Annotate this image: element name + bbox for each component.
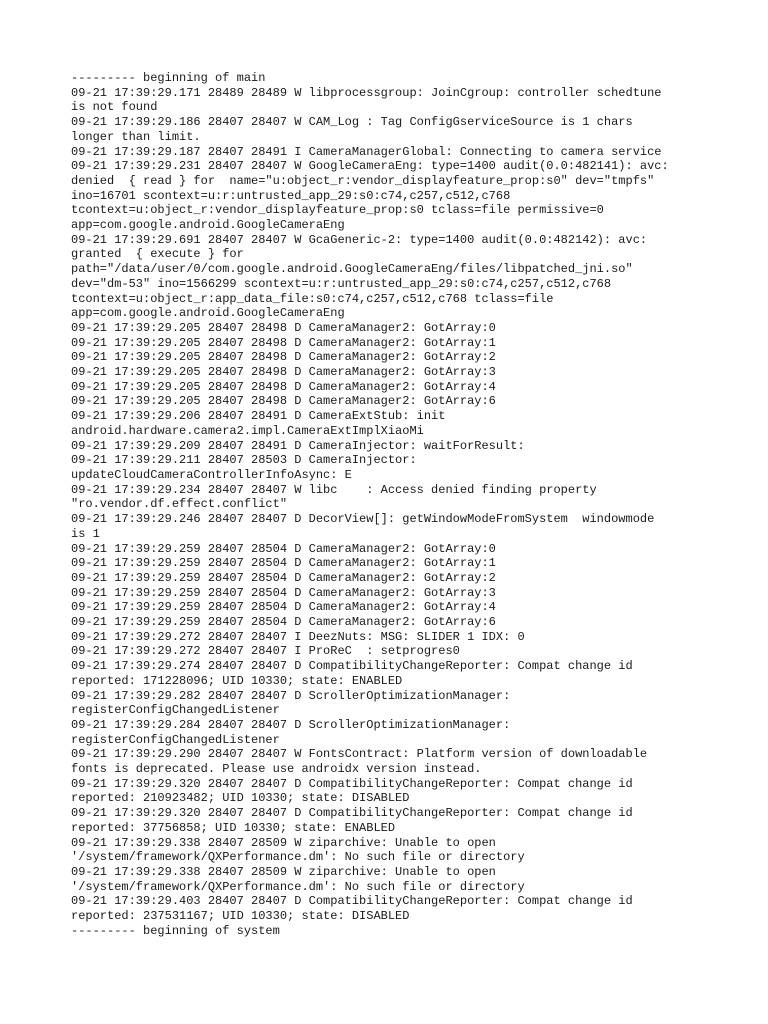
log-line: denied { read } for name="u:object_r:vendor_displayfeature_prop:s0" dev="tmpfs" (71, 173, 655, 188)
log-line: 09-21 17:39:29.320 28407 28407 D CompatibilityChangeReporter: Compat change id (71, 806, 633, 821)
log-line: registerConfigChangedListener (71, 703, 280, 718)
log-line: reported: 37756858; UID 10330; state: ENABLED (71, 820, 396, 835)
log-line: tcontext=u:object_r:app_data_file:s0:c74,c257,c512,c768 tclass=file (71, 291, 554, 306)
log-line: '/system/framework/QXPerformance.dm': No such file or directory (71, 850, 525, 865)
log-line: 09-21 17:39:29.187 28407 28491 I CameraManagerGlobal: Connecting to camera service (71, 144, 662, 159)
log-line: 09-21 17:39:29.403 28407 28407 D CompatibilityChangeReporter: Compat change id (71, 894, 633, 909)
log-line: 09-21 17:39:29.259 28407 28504 D CameraManager2: GotArray:1 (71, 556, 496, 571)
log-line: 09-21 17:39:29.234 28407 28407 W libc : Access denied finding property (71, 482, 597, 497)
log-line: 09-21 17:39:29.186 28407 28407 W CAM_Log : Tag ConfigGserviceSource is 1 chars (71, 115, 633, 130)
log-line: dev="dm-53" ino=1566299 scontext=u:r:untrusted_app_29:s0:c74,c257,c512,c768 (71, 276, 612, 291)
log-line: is 1 (71, 526, 100, 541)
log-line: 09-21 17:39:29.338 28407 28509 W ziparchive: Unable to open (71, 835, 496, 850)
log-line: 09-21 17:39:29.206 28407 28491 D CameraExtStub: init (71, 409, 446, 424)
log-line: 09-21 17:39:29.338 28407 28509 W ziparchive: Unable to open (71, 864, 496, 879)
log-line: tcontext=u:object_r:vendor_displayfeature_prop:s0 tclass=file permissive=0 (71, 203, 604, 218)
log-line: 09-21 17:39:29.259 28407 28504 D CameraManager2: GotArray:0 (71, 541, 496, 556)
log-line: 09-21 17:39:29.272 28407 28407 I DeezNuts: MSG: SLIDER 1 IDX: 0 (71, 629, 525, 644)
log-line: 09-21 17:39:29.272 28407 28407 I ProReC : setprogres0 (71, 644, 460, 659)
log-line: 09-21 17:39:29.259 28407 28504 D CameraManager2: GotArray:6 (71, 615, 496, 630)
log-line: granted { execute } for (71, 247, 244, 262)
log-line: reported: 171228096; UID 10330; state: ENABLED (71, 673, 403, 688)
log-line: reported: 237531167; UID 10330; state: DISABLED (71, 909, 410, 924)
log-line: updateCloudCameraControllerInfoAsync: E (71, 467, 352, 482)
log-line: 09-21 17:39:29.320 28407 28407 D CompatibilityChangeReporter: Compat change id (71, 776, 633, 791)
log-line: 09-21 17:39:29.259 28407 28504 D CameraManager2: GotArray:2 (71, 570, 496, 585)
log-line: 09-21 17:39:29.691 28407 28407 W GcaGeneric-2: type=1400 audit(0.0:482142): avc: (71, 232, 648, 247)
log-line: 09-21 17:39:29.259 28407 28504 D CameraManager2: GotArray:4 (71, 600, 496, 615)
log-line: registerConfigChangedListener (71, 732, 280, 747)
log-line: android.hardware.camera2.impl.CameraExtImplXiaoMi (71, 423, 424, 438)
log-line: "ro.vendor.df.effect.conflict" (71, 497, 288, 512)
log-line: 09-21 17:39:29.246 28407 28407 D DecorView[]: getWindowModeFromSystem windowmode (71, 512, 655, 527)
log-line: longer than limit. (71, 129, 201, 144)
log-line: --------- beginning of main (71, 71, 266, 85)
log-document (71, 71, 701, 938)
log-line: 09-21 17:39:29.209 28407 28491 D CameraInjector: waitForResult: (71, 438, 525, 453)
log-line: ino=16701 scontext=u:r:untrusted_app_29:s0:c74,c257,c512,c768 (71, 188, 511, 203)
log-line: is not found (71, 100, 158, 115)
log-line: 09-21 17:39:29.282 28407 28407 D ScrollerOptimizationManager: (71, 688, 511, 703)
log-line: 09-21 17:39:29.259 28407 28504 D CameraManager2: GotArray:3 (71, 585, 496, 600)
log-line: 09-21 17:39:29.205 28407 28498 D CameraManager2: GotArray:0 (71, 320, 496, 335)
log-line: app=com.google.android.GoogleCameraEng (71, 306, 345, 321)
log-line: 09-21 17:39:29.211 28407 28503 D CameraInjector: (71, 453, 417, 468)
log-line: 09-21 17:39:29.205 28407 28498 D CameraManager2: GotArray:1 (71, 335, 496, 350)
log-line: 09-21 17:39:29.205 28407 28498 D CameraManager2: GotArray:2 (71, 350, 496, 365)
log-line: app=com.google.android.GoogleCameraEng (71, 218, 345, 233)
log-line: path="/data/user/0/com.google.android.GoogleCameraEng/files/libpatched_jni.so" (71, 262, 633, 277)
log-line: 09-21 17:39:29.205 28407 28498 D CameraManager2: GotArray:4 (71, 379, 496, 394)
log-line: 09-21 17:39:29.231 28407 28407 W GoogleCameraEng: type=1400 audit(0.0:482141): avc: (71, 159, 669, 174)
log-line: --------- beginning of system (71, 923, 280, 938)
log-line: 09-21 17:39:29.205 28407 28498 D CameraManager2: GotArray:6 (71, 394, 496, 409)
log-line: 09-21 17:39:29.290 28407 28407 W FontsContract: Platform version of downloadable (71, 747, 648, 762)
log-line: 09-21 17:39:29.171 28489 28489 W libprocessgroup: JoinCgroup: controller schedtune (71, 85, 662, 100)
log-line: reported: 210923482; UID 10330; state: DISABLED (71, 791, 410, 806)
log-line: '/system/framework/QXPerformance.dm': No such file or directory (71, 879, 525, 894)
log-line: fonts is deprecated. Please use androidx version instead. (71, 762, 482, 777)
log-line: 09-21 17:39:29.284 28407 28407 D ScrollerOptimizationManager: (71, 717, 511, 732)
log-line: 09-21 17:39:29.205 28407 28498 D CameraManager2: GotArray:3 (71, 365, 496, 380)
log-line: 09-21 17:39:29.274 28407 28407 D CompatibilityChangeReporter: Compat change id (71, 659, 633, 674)
